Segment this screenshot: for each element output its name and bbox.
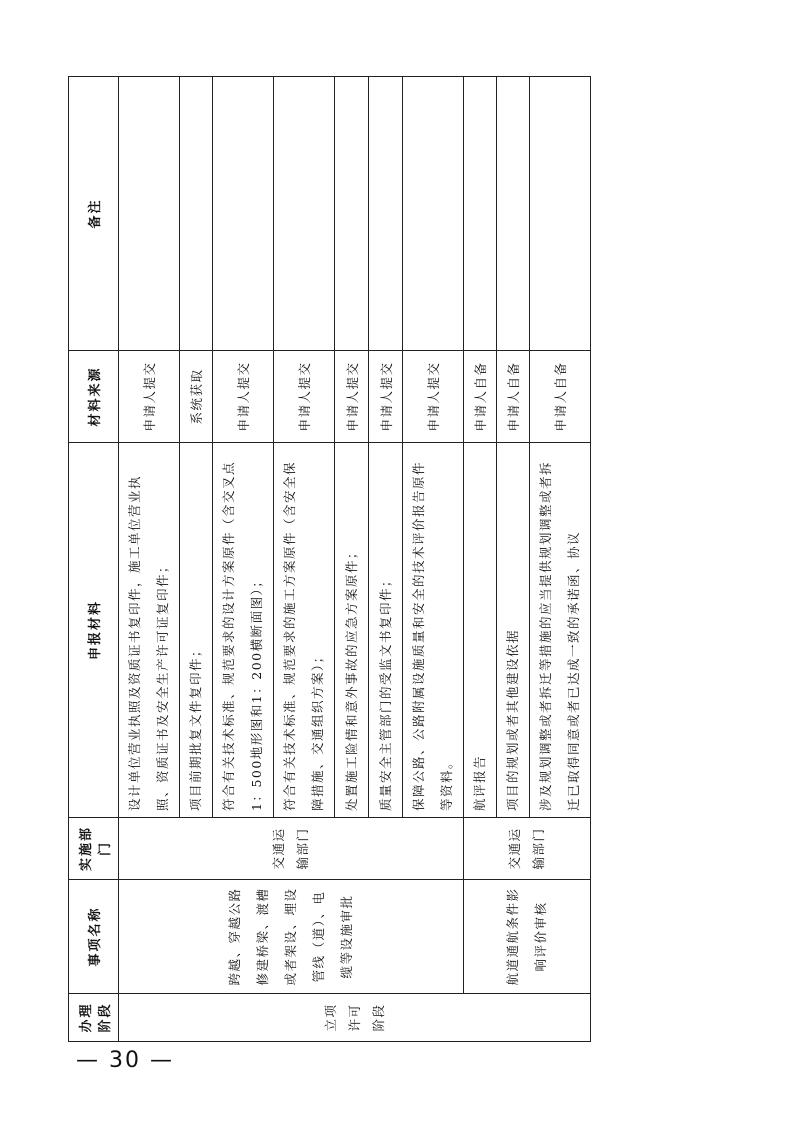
material-cell: 项目的规划或者其他建设依据 [497, 443, 530, 818]
remark-cell [464, 77, 497, 351]
material-cell: 涉及规划调整或者拆迁等措施的应当提供规划调整或者拆迁已取得同意或者已达成一致的承诺函、协议 [530, 443, 591, 818]
material-cell: 符合有关技术标准、规范要求的设计方案原件（含交叉点1：500地形图和1：200横断面图）； [213, 443, 274, 818]
source-cell: 申请人提交 [274, 351, 335, 443]
source-cell: 申请人提交 [369, 351, 403, 443]
remark-cell [530, 77, 591, 351]
source-cell: 系统获取 [180, 351, 213, 443]
stage-cell: 立项许可阶段 [119, 994, 591, 1042]
table-row [119, 77, 180, 1042]
source-cell: 申请人提交 [335, 351, 369, 443]
dept-cell: 交通运输部门 [119, 818, 464, 880]
material-cell: 处置施工险情和意外事故的应急方案原件； [335, 443, 369, 818]
remark-cell [274, 77, 335, 351]
table-header-row [69, 77, 119, 1042]
header-material: 申报材料 [69, 443, 119, 818]
header-stage: 办理阶段 [69, 994, 119, 1042]
material-cell: 设计单位营业执照及资质证书复印件，施工单位营业执照、资质证书及安全生产许可证复印件； [119, 443, 180, 818]
remark-cell [335, 77, 369, 351]
material-cell: 质量安全主管部门的受监文书复印件； [369, 443, 403, 818]
remark-cell [180, 77, 213, 351]
source-cell: 申请人提交 [403, 351, 464, 443]
dept-cell: 交通运输部门 [464, 818, 591, 880]
rotated-page-content [68, 77, 581, 1042]
source-cell: 申请人自备 [530, 351, 591, 443]
source-cell: 申请人提交 [213, 351, 274, 443]
remark-cell [403, 77, 464, 351]
header-remark: 备注 [69, 77, 119, 351]
page-number: — 30 — [76, 1048, 174, 1073]
remark-cell [369, 77, 403, 351]
table-row [464, 77, 497, 1042]
approval-materials-table [68, 76, 591, 1042]
remark-cell [497, 77, 530, 351]
source-cell: 申请人自备 [464, 351, 497, 443]
header-source: 材料来源 [69, 351, 119, 443]
source-cell: 申请人自备 [497, 351, 530, 443]
remark-cell [213, 77, 274, 351]
header-item: 事项名称 [69, 880, 119, 994]
source-cell: 申请人提交 [119, 351, 180, 443]
material-cell: 项目前期批复文件复印件； [180, 443, 213, 818]
material-cell: 保障公路、公路附属设施质量和安全的技术评价报告原件等资料。 [403, 443, 464, 818]
material-cell: 符合有关技术标准、规范要求的施工方案原件（含安全保障措施、交通组织方案）； [274, 443, 335, 818]
material-cell: 航评报告 [464, 443, 497, 818]
remark-cell [119, 77, 180, 351]
item-name-cell: 跨越、穿越公路修建桥梁、渡槽或者架设、埋设管线（道）、电缆等设施审批 [119, 880, 464, 994]
header-dept: 实施部门 [69, 818, 119, 880]
item-name-cell: 航道通航条件影响评价审核 [464, 880, 591, 994]
